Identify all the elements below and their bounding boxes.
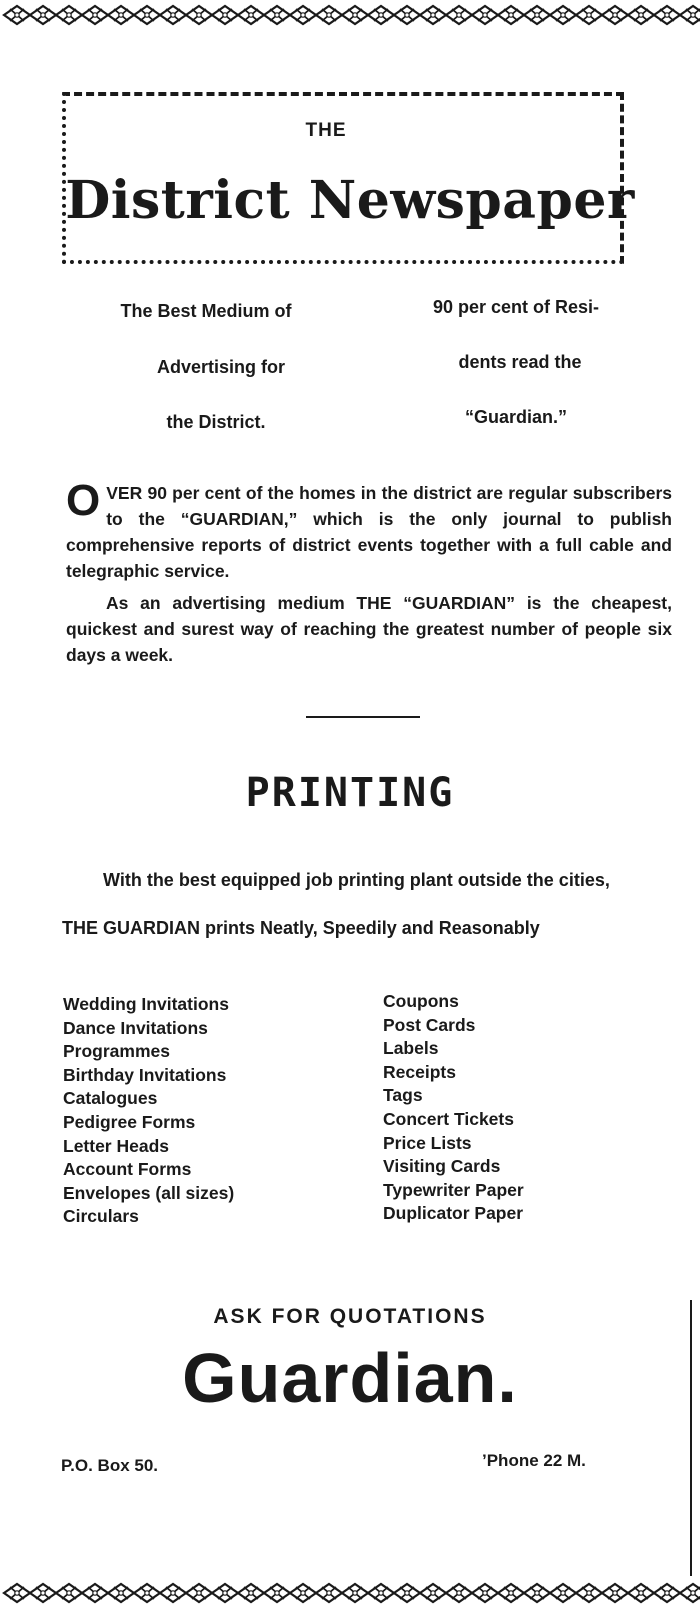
phone-number: ’Phone 22 M. — [482, 1451, 586, 1470]
ornament-knot — [290, 6, 316, 24]
ornament-knot — [134, 1584, 160, 1602]
ornament-knot — [394, 1584, 420, 1602]
ornament-pattern-bottom — [0, 1578, 700, 1608]
ornament-knot — [420, 1584, 446, 1602]
ornament-knot — [212, 6, 238, 24]
ornament-knot — [576, 1584, 602, 1602]
ornament-knot — [446, 6, 472, 24]
ornament-knot — [186, 6, 212, 24]
ornament-knot — [550, 1584, 576, 1602]
highlight-right-line: 90 per cent of Resi- — [432, 297, 600, 317]
ornament-knot — [56, 1584, 82, 1602]
list-item: Dance Invitations — [63, 1017, 208, 1038]
ornament-knot — [134, 6, 160, 24]
ornament-knot — [524, 1584, 550, 1602]
ornament-knot — [368, 6, 394, 24]
printing-tagline: THE GUARDIAN prints Neatly, Speedily and Reasonably — [62, 918, 540, 938]
masthead-kicker: THE — [305, 120, 347, 141]
section-divider — [306, 716, 420, 718]
ornament-knot — [420, 6, 446, 24]
ornament-knot — [498, 1584, 524, 1602]
ornament-knot — [186, 1584, 212, 1602]
list-item: Tags — [383, 1085, 423, 1106]
list-item: Duplicator Paper — [383, 1203, 524, 1224]
list-item: Post Cards — [383, 1014, 476, 1035]
po-box: P.O. Box 50. — [61, 1456, 159, 1475]
ornament-knot — [654, 1584, 680, 1602]
ask-quotations: ASK FOR QUOTATIONS — [213, 1305, 487, 1328]
intro-paragraph-text: VER 90 per cent of the homes in the district are regular subscribers to the “GUARDIAN,” which is the only journal to publish comprehensive reports of district events together with a full cable and telegraphic service. — [66, 483, 672, 581]
list-item: Concert Tickets — [383, 1108, 514, 1129]
list-item: Programmes — [63, 1041, 170, 1062]
ornament-knot — [680, 1584, 700, 1602]
ornament-knot — [342, 1584, 368, 1602]
highlight-right-line: dents read the — [458, 352, 582, 372]
ornament-knot — [550, 6, 576, 24]
list-item: Letter Heads — [63, 1135, 170, 1156]
list-item: Typewriter Paper — [383, 1179, 524, 1200]
print-items-right — [383, 990, 683, 1226]
ornament-knot — [628, 1584, 654, 1602]
advertising-paragraph: As an advertising medium THE “GUARDIAN” is the cheapest, quickest and surest way of reaching the greatest number of people six days a week. — [66, 593, 672, 665]
ornament-knot — [82, 6, 108, 24]
guardian-logo: Guardian. — [182, 1339, 518, 1417]
ornament-knot — [108, 1584, 134, 1602]
ornament-knot — [82, 1584, 108, 1602]
ornament-knot — [160, 6, 186, 24]
list-item: Birthday Invitations — [63, 1064, 227, 1085]
edge-rule — [690, 1300, 692, 1576]
list-item: Account Forms — [63, 1159, 192, 1180]
ornament-knot — [602, 1584, 628, 1602]
ornament-knot — [394, 6, 420, 24]
list-item: Wedding Invitations — [63, 994, 229, 1014]
list-item: Price Lists — [383, 1132, 472, 1153]
ornament-knot — [4, 1584, 30, 1602]
ornament-knot — [212, 1584, 238, 1602]
ornament-knot — [472, 1584, 498, 1602]
highlight-left-line: Advertising for — [156, 357, 285, 377]
printing-heading: PRINTING — [245, 770, 455, 816]
ornament-pattern-top — [0, 0, 700, 30]
ornament-knot — [264, 6, 290, 24]
ornamental-border-top — [0, 0, 700, 30]
ornament-knot — [108, 6, 134, 24]
list-item: Receipts — [383, 1061, 456, 1082]
highlight-left-line: The Best Medium of — [120, 301, 292, 321]
printing-intro-line: With the best equipped job printing plant outside the cities, — [103, 870, 610, 890]
list-item: Coupons — [383, 991, 459, 1011]
ornament-knot — [238, 1584, 264, 1602]
ornament-knot — [654, 6, 680, 24]
ornament-knot — [264, 1584, 290, 1602]
list-item: Catalogues — [63, 1088, 158, 1109]
highlight-left-line: the District. — [166, 412, 266, 432]
ornament-knot — [30, 1584, 56, 1602]
ornament-knot — [316, 6, 342, 24]
ornament-knot — [524, 6, 550, 24]
ornament-knot — [160, 1584, 186, 1602]
list-item: Pedigree Forms — [63, 1111, 196, 1132]
ornament-knot — [342, 6, 368, 24]
ornament-knot — [576, 6, 602, 24]
print-items-left — [63, 993, 363, 1229]
intro-paragraph — [66, 476, 672, 584]
ornament-knot — [368, 1584, 394, 1602]
masthead-title: District Newspaper — [65, 170, 635, 231]
ornament-knot — [56, 6, 82, 24]
ornament-knot — [602, 6, 628, 24]
list-item: Visiting Cards — [383, 1156, 501, 1177]
ornament-knot — [4, 6, 30, 24]
ornament-knot — [472, 6, 498, 24]
list-item: Envelopes (all sizes) — [63, 1182, 235, 1203]
list-item: Circulars — [63, 1206, 139, 1227]
highlight-right-line: “Guardian.” — [464, 407, 567, 427]
ornament-knot — [680, 6, 700, 24]
list-item: Labels — [383, 1038, 439, 1059]
ornament-knot — [30, 6, 56, 24]
ornament-knot — [238, 6, 264, 24]
ornament-knot — [316, 1584, 342, 1602]
ornament-knot — [628, 6, 654, 24]
ornament-knot — [498, 6, 524, 24]
ornament-knot — [446, 1584, 472, 1602]
ornamental-border-bottom — [0, 1578, 700, 1608]
ornament-knot — [290, 1584, 316, 1602]
drop-cap: O — [66, 476, 101, 525]
